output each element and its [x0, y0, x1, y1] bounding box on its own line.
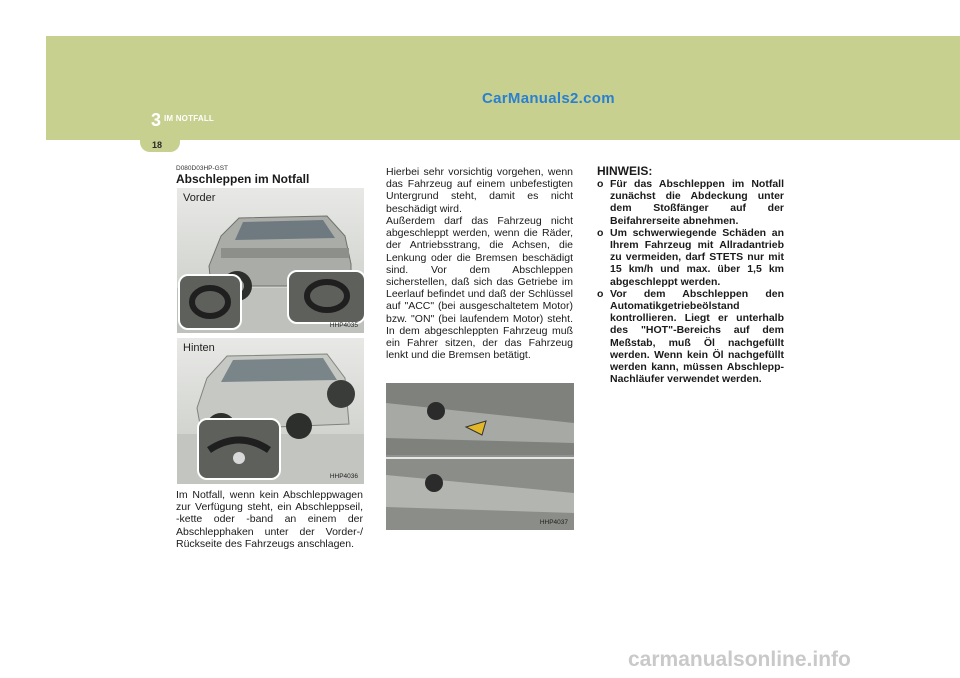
- watermark-bottom[interactable]: carmanualsonline.info: [628, 648, 851, 671]
- rear-inset: [197, 418, 281, 480]
- page-number: 18: [152, 140, 163, 150]
- figure-underbody-cover: [386, 383, 574, 530]
- figure-label-rear: Hinten: [183, 342, 215, 354]
- chapter-header-band: [46, 36, 960, 140]
- left-paragraph: Im Notfall, wenn kein Abschleppwagen zur Verfügung steht, ein Abschleppseil, -kette oder -band an einem der Abschlepphaken unter der Vorder-/ Rückseite des Fahrzeugs anschlagen.: [176, 489, 363, 550]
- hinweis-item: [597, 178, 784, 227]
- middle-paragraph-2: Außerdem darf das Fahrzeug nicht abgeschleppt werden, wenn die Räder, der Antriebsstrang, die Achsen, die Lenkung oder die Bremsen beschädigt sind. Vor dem Abschleppen sicherstellen, daß sich das Getriebe im Leerlauf befindet und daß der Schlüssel auf "ACC" (bei ausgeschaltetem Motor) bzw. "ON" (bei laufendem Motor) steht. In dem abgeschleppten Fahrzeug muß ein Fahrer sitzen, der das Fahrzeug lenkt und die Bremsen betätigt.: [386, 215, 573, 362]
- bullet: o: [597, 178, 604, 190]
- underbody-illustration: [386, 383, 574, 530]
- section-code: D080D03HP-GST: [176, 165, 229, 172]
- hinweis-item-text: Vor dem Abschleppen den Automatikgetriebeölstand kontrollieren. Liegt er unterhalb des "HOT"-Bereichs auf dem Meßstab, muß Öl nachgefüllt werden. Wenn kein Öl nachgefüllt werden kann, müssen Abschlepp-Nachläufer verwendet werden.: [610, 287, 784, 386]
- front-inset-left: [178, 274, 242, 330]
- bullet: o: [597, 226, 604, 239]
- chapter-number: 3: [151, 110, 162, 130]
- figure-front-tow: [177, 188, 364, 333]
- figure-rear-tow: [177, 338, 364, 484]
- hinweis-list: [597, 178, 784, 385]
- section-heading: Abschleppen im Notfall: [176, 172, 310, 186]
- figure-label-front: Vorder: [183, 192, 216, 204]
- bullet: o: [597, 287, 604, 300]
- chapter-title: IM NOTFALL: [164, 114, 214, 123]
- hinweis-item-text: Um schwerwiegende Schäden an Ihrem Fahrzeug mit Allradantrieb zu vermeiden, darf STETS nur mit 15 km/h und max. über 1,5 km abgeschleppt werden.: [610, 226, 784, 288]
- figure-code-underbody: HHP4037: [539, 519, 568, 526]
- figure-code-rear: HHP4036: [329, 473, 358, 480]
- middle-paragraph-1: Hierbei sehr vorsichtig vorgehen, wenn das Fahrzeug auf einem unbefestigten Untergrund steht, damit es nicht beschädigt wird.: [386, 166, 573, 215]
- hinweis-item: [597, 227, 784, 288]
- hinweis-title: HINWEIS:: [597, 164, 653, 178]
- hinweis-item-text: Für das Abschleppen im Notfall zunächst die Abdeckung unter dem Stoßfänger auf der Beifahrerseite abnehmen.: [610, 178, 784, 227]
- figure-code-front: HHP4035: [329, 322, 358, 329]
- hinweis-item: [597, 288, 784, 386]
- watermark-top[interactable]: CarManuals2.com: [482, 90, 615, 107]
- front-inset-right: [287, 270, 364, 324]
